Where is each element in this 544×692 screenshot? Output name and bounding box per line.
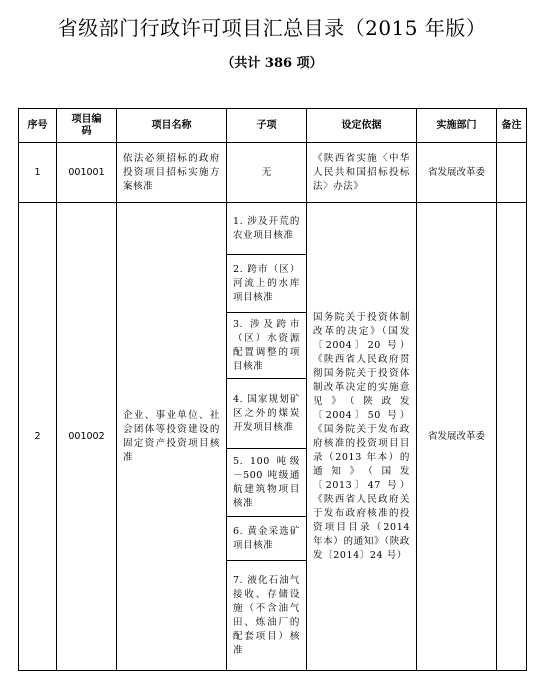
row-name: 依法必须招标的政府投资项目招标实施方案核准: [117, 143, 227, 203]
table-row: [19, 143, 527, 203]
row-basis: 国务院关于投资体制改革的决定》（国发〔2004〕20 号）《陕西省人民政府贯彻国务院关于投资体制改革决定的实施意见》（陕政发〔2004〕50 号）《国务院关于发布政府核准的投资项目目录（2013 年本）的通知》（国发〔2013〕47 号）《陕西省人民政府关于发布政府核准的投资项目目录（2014 年本）的通知》（陕政发〔2014〕24 号）: [307, 203, 417, 671]
row-subitem: 2. 跨市（区）河流上的水库项目核准: [227, 255, 307, 313]
header-name: 项目名称: [117, 109, 227, 143]
header-remark: 备注: [497, 109, 527, 143]
row-remark: [497, 143, 527, 203]
header-subitem: 子项: [227, 109, 307, 143]
row-subitem: 无: [227, 143, 307, 203]
permit-table: [18, 108, 527, 671]
row-subitem: 4. 国家规划矿区之外的煤炭开发项目核准: [227, 379, 307, 449]
page-subtitle: （共计 386 项）: [221, 56, 323, 71]
table-row: [19, 203, 527, 255]
row-name: 企业、事业单位、社会团体等投资建设的固定资产投资项目核准: [117, 203, 227, 671]
row-code: 001001: [57, 143, 117, 203]
header-basis: 设定依据: [307, 109, 417, 143]
row-seq: 2: [19, 203, 57, 671]
row-remark: [497, 203, 527, 671]
row-subitem: 6. 黄金采选矿项目核准: [227, 517, 307, 561]
row-subitem: 5. 100 吨级－500 吨级通航建筑物项目核准: [227, 449, 307, 517]
row-dept: 省发展改革委: [417, 203, 497, 671]
header-code: 项目编码: [57, 109, 117, 143]
table-header-row: [19, 109, 527, 143]
row-basis: 《陕西省实施〈中华人民共和国招标投标法〉办法》: [307, 143, 417, 203]
row-subitem: 3. 涉及跨市（区）水资源配置调整的项目核准: [227, 313, 307, 379]
header-dept: 实施部门: [417, 109, 497, 143]
row-code: 001002: [57, 203, 117, 671]
header-seq: 序号: [19, 109, 57, 143]
page-title: 省级部门行政许可项目汇总目录（2015 年版）: [57, 16, 487, 40]
row-subitem: 7. 液化石油气接收、存储设施（不含油气田、炼油厂的配套项目）核准: [227, 561, 307, 671]
row-subitem: 1. 涉及开荒的农业项目核准: [227, 203, 307, 255]
row-seq: 1: [19, 143, 57, 203]
row-dept: 省发展改革委: [417, 143, 497, 203]
